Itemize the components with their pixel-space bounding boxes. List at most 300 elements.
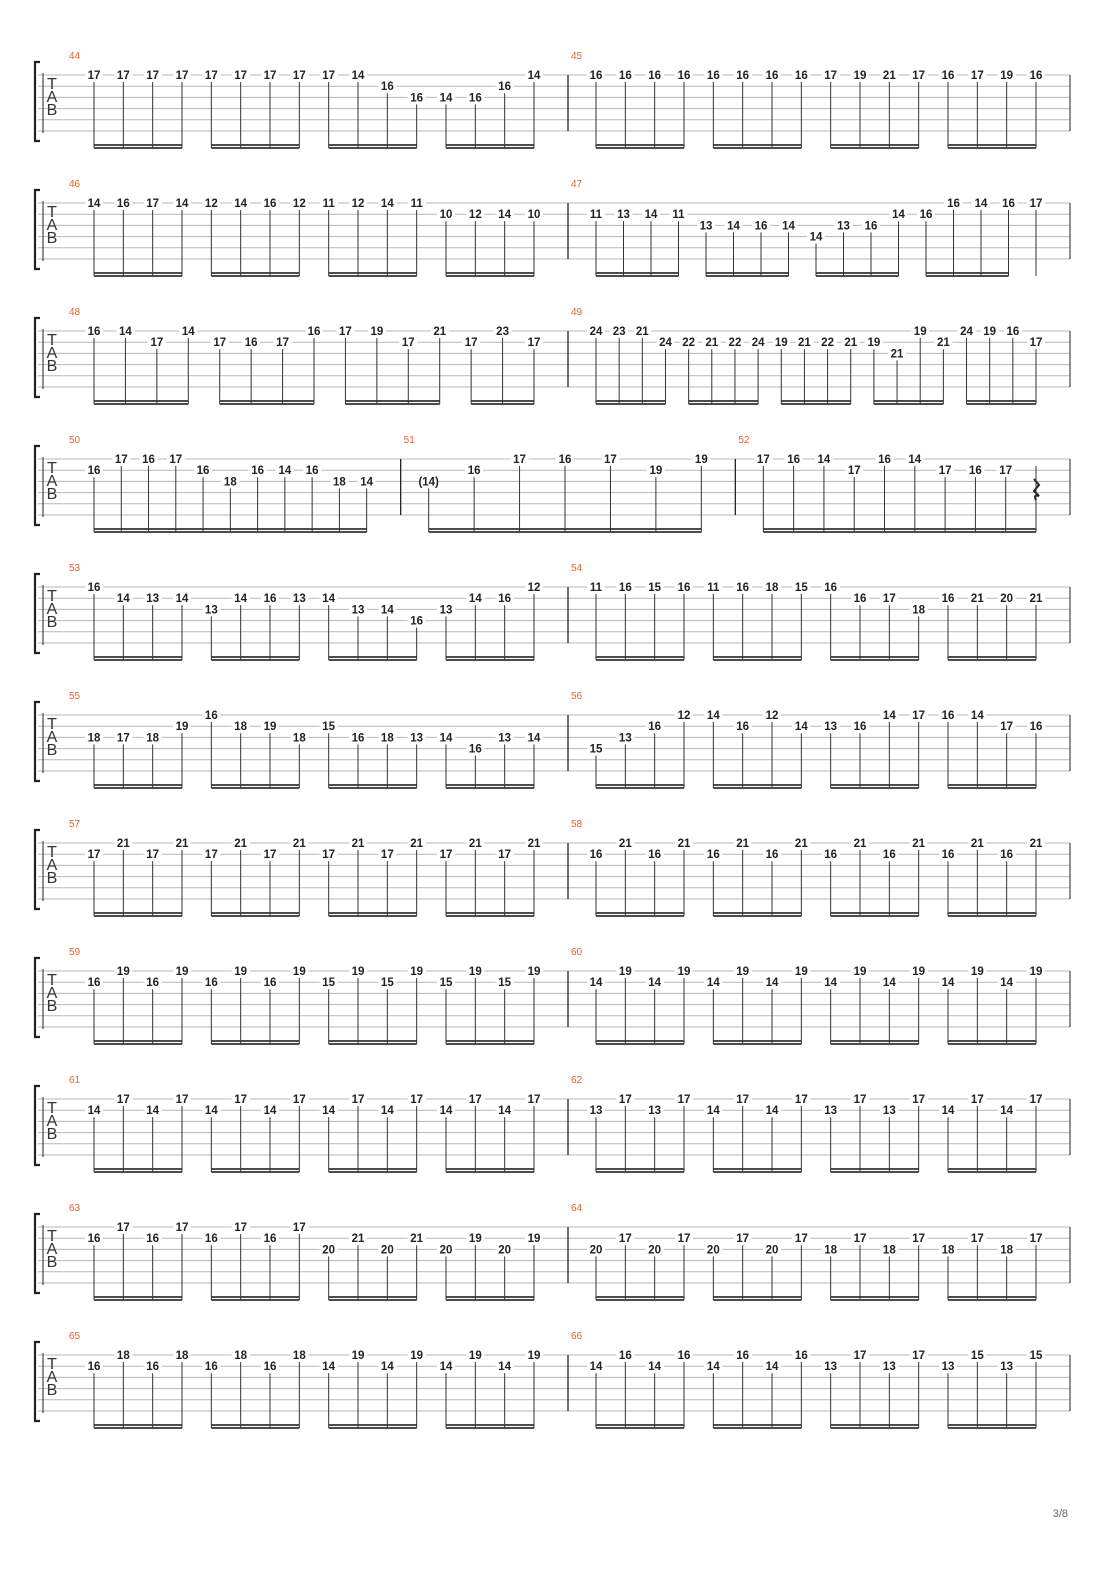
fret-number: 16 [787, 454, 801, 466]
fret-number: 24 [659, 337, 672, 350]
fret-number: 16 [941, 849, 955, 862]
fret-number: 14 [322, 593, 336, 606]
fret-number: 16 [410, 92, 424, 105]
system-bracket [35, 1342, 40, 1421]
fret-number: 14 [589, 1361, 603, 1374]
fret-number: 21 [116, 838, 130, 850]
fret-number: 17 [912, 1233, 926, 1246]
fret-number: 19 [913, 326, 927, 338]
fret-number: 17 [756, 454, 770, 466]
fret-number: 16 [87, 326, 101, 338]
fret-number: 14 [498, 209, 512, 222]
fret-number: 17 [853, 1350, 867, 1362]
fret-number: 20 [589, 1244, 603, 1257]
fret-number: 17 [736, 1233, 750, 1246]
fret-number: 17 [677, 1094, 691, 1106]
fret-number: 17 [912, 1094, 926, 1106]
fret-number: 14 [380, 1105, 394, 1118]
fret-number: 12 [204, 198, 218, 210]
fret-number: 21 [736, 838, 750, 850]
measure-number: 62 [571, 1075, 583, 1086]
fret-number: 14 [648, 977, 662, 990]
tab-clef-letter: B [46, 1254, 58, 1271]
fret-number: 18 [292, 1350, 306, 1362]
fret-number: 17 [175, 70, 189, 82]
fret-number: 18 [380, 732, 394, 745]
fret-number: 21 [890, 348, 904, 361]
fret-number: 14 [727, 220, 740, 233]
tab-clef-letter: T [47, 844, 57, 861]
fret-number: 17 [468, 1094, 482, 1106]
fret-number: 21 [970, 838, 984, 850]
fret-number: 16 [468, 743, 482, 756]
fret-number: 14 [263, 1105, 277, 1118]
fret-number: 16 [736, 582, 750, 594]
fret-number: 21 [798, 337, 811, 350]
fret-number: 16 [736, 721, 750, 734]
page-number: 3/8 [1052, 1508, 1068, 1520]
tab-clef-letter: B [46, 742, 58, 759]
fret-number: 12 [292, 198, 306, 210]
fret-number: 13 [1000, 1361, 1014, 1374]
fret-number: 14 [824, 977, 838, 990]
fret-number: 18 [882, 1244, 896, 1257]
fret-number: 16 [410, 615, 424, 628]
tab-clef-letter: T [47, 588, 57, 605]
fret-number: 21 [912, 838, 926, 850]
fret-number: 18 [234, 1350, 248, 1362]
fret-number: 17 [263, 849, 277, 862]
fret-number: 20 [706, 1244, 720, 1257]
fret-number: 17 [410, 1094, 424, 1106]
fret-number: 16 [947, 198, 960, 210]
fret-number: 17 [618, 1094, 632, 1106]
fret-number: 14 [119, 326, 132, 338]
fret-number: 16 [677, 70, 691, 82]
fret-number: 18 [146, 732, 160, 745]
fret-number: 13 [648, 1105, 662, 1118]
fret-number: 14 [527, 732, 541, 745]
fret-number: 17 [853, 1094, 867, 1106]
fret-number: 16 [380, 81, 394, 94]
fret-number: 17 [401, 337, 415, 350]
fret-number: 17 [970, 70, 984, 82]
fret-number: 14 [234, 593, 248, 606]
system-bracket [35, 1086, 40, 1165]
fret-number: 21 [468, 838, 482, 850]
fret-number: 19 [677, 966, 691, 978]
fret-number: 16 [1029, 70, 1043, 82]
fret-number: 16 [558, 454, 572, 466]
fret-number: 14 [706, 1105, 720, 1118]
fret-number: 20 [765, 1244, 779, 1257]
measure-number: 59 [69, 947, 81, 958]
fret-number: 15 [380, 977, 394, 990]
fret-number: 17 [116, 1222, 130, 1234]
fret-number: 19 [410, 1350, 424, 1362]
fret-number: 20 [322, 1244, 336, 1257]
fret-number: 16 [882, 849, 896, 862]
fret-number: 17 [498, 849, 512, 862]
fret-number: 11 [672, 209, 685, 222]
fret-number: 17 [1029, 337, 1043, 350]
fret-number: 21 [853, 838, 867, 850]
tab-clef-letter: A [46, 601, 58, 618]
fret-number: 17 [794, 1233, 808, 1246]
fret-number: 14 [380, 198, 394, 210]
fret-number: 13 [824, 721, 838, 734]
fret-number: 14 [322, 1361, 336, 1374]
fret-number: 19 [1029, 966, 1043, 978]
tab-clef-letter: A [46, 985, 58, 1002]
fret-number: 16 [765, 849, 779, 862]
fret-number: 21 [794, 838, 808, 850]
tab-clef-letter: T [47, 332, 57, 349]
fret-number: 17 [970, 1233, 984, 1246]
fret-number: 17 [513, 454, 526, 466]
fret-number: 19 [853, 70, 867, 82]
fret-number: 21 [410, 1233, 424, 1246]
fret-number: 17 [234, 1222, 248, 1234]
fret-number: 21 [175, 838, 189, 850]
fret-number: 16 [824, 849, 838, 862]
fret-number: 16 [263, 198, 277, 210]
tab-clef-letter: A [46, 89, 58, 106]
fret-number: 21 [410, 838, 424, 850]
fret-number: 14 [817, 454, 831, 466]
fret-number: 20 [1000, 593, 1014, 606]
fret-number: 14 [882, 710, 896, 722]
fret-number: 12 [351, 198, 365, 210]
fret-number: 16 [878, 454, 891, 466]
fret-number: 14 [468, 593, 482, 606]
fret-number: 18 [941, 1244, 955, 1257]
fret-number: 19 [263, 721, 277, 734]
system-bracket [35, 318, 40, 397]
measure-number: 47 [571, 179, 583, 190]
fret-number: 14 [181, 326, 195, 338]
fret-number: 19 [736, 966, 750, 978]
fret-number: 21 [936, 337, 950, 350]
fret-number: 17 [970, 1094, 984, 1106]
fret-number: 19 [853, 966, 867, 978]
fret-number: 17 [847, 465, 861, 478]
fret-number: 14 [439, 1361, 453, 1374]
tab-clef-letter: B [46, 1126, 58, 1143]
fret-number: 19 [774, 337, 788, 350]
fret-number: 17 [292, 70, 306, 82]
tab-clef-letter: B [46, 358, 58, 375]
fret-number: 14 [794, 721, 808, 734]
fret-number: 18 [175, 1350, 189, 1362]
fret-number: 17 [204, 70, 218, 82]
fret-number: 16 [969, 465, 982, 478]
fret-number: 16 [142, 454, 155, 466]
fret-number: 19 [292, 966, 306, 978]
fret-number: 14 [908, 454, 922, 466]
fret-number: 16 [204, 710, 218, 722]
fret-number: 16 [618, 1350, 632, 1362]
fret-number: 16 [196, 465, 210, 478]
fret-number: 18 [765, 582, 779, 594]
fret-number: 13 [824, 1361, 838, 1374]
fret-number: 16 [1029, 721, 1043, 734]
fret-number: 21 [1029, 593, 1043, 606]
tab-clef-letter: A [46, 217, 58, 234]
fret-number: 19 [234, 966, 248, 978]
fret-number: 18 [223, 476, 237, 489]
fret-number: 15 [970, 1350, 984, 1362]
fret-number: 21 [1029, 838, 1043, 850]
fret-number: 16 [244, 337, 258, 350]
fret-number: 10 [527, 209, 541, 222]
fret-number: 17 [380, 849, 394, 862]
fret-number: 19 [649, 465, 663, 478]
fret-number: 21 [844, 337, 858, 350]
fret-number: 15 [794, 582, 808, 594]
fret-number: 21 [635, 326, 649, 338]
fret-number: 14 [87, 1105, 101, 1118]
fret-number: 13 [439, 604, 453, 617]
tab-clef-letter: T [47, 972, 57, 989]
fret-number: 14 [1000, 1105, 1014, 1118]
fret-number: 16 [204, 1361, 218, 1374]
tab-clef-letter: T [47, 204, 57, 221]
measure-number: 49 [571, 307, 583, 318]
fret-number: 16 [467, 465, 481, 478]
fret-number: 17 [464, 337, 478, 350]
fret-number: 16 [498, 81, 512, 94]
fret-number: 11 [322, 198, 335, 210]
fret-number: 19 [867, 337, 881, 350]
measure-number: 64 [571, 1203, 583, 1214]
fret-number: 13 [617, 209, 630, 222]
measure-number: 55 [69, 691, 81, 702]
fret-number: 18 [1000, 1244, 1014, 1257]
tab-clef-letter: B [46, 486, 58, 503]
fret-number: 14 [278, 465, 292, 478]
fret-number: 16 [146, 977, 160, 990]
tab-clef-letter: A [46, 857, 58, 874]
fret-number: 14 [204, 1105, 218, 1118]
tab-clef-letter: A [46, 345, 58, 362]
fret-number: 15 [648, 582, 662, 594]
fret-number: 14 [146, 1105, 160, 1118]
fret-number: 19 [794, 966, 808, 978]
system-bracket [35, 958, 40, 1037]
fret-number: 13 [824, 1105, 838, 1118]
fret-number: 21 [234, 838, 248, 850]
fret-number: 17 [912, 1350, 926, 1362]
fret-number: 14 [706, 1361, 720, 1374]
measure-number: 54 [571, 563, 583, 574]
system-bracket [35, 190, 40, 269]
fret-number: 17 [1029, 1233, 1043, 1246]
tab-clef-letter: B [46, 1382, 58, 1399]
fret-number: 14 [234, 198, 248, 210]
tab-clef-letter: A [46, 473, 58, 490]
fret-number: 19 [410, 966, 424, 978]
fret-number: 14 [892, 209, 905, 222]
fret-number: 17 [263, 70, 277, 82]
fret-number: 19 [1000, 70, 1014, 82]
fret-number: 19 [912, 966, 926, 978]
measure-number: 44 [69, 51, 81, 62]
fret-number: 16 [87, 1233, 101, 1246]
fret-number: 14 [882, 977, 896, 990]
system-bracket [35, 574, 40, 653]
tab-clef-letter: T [47, 1100, 57, 1117]
fret-number: 16 [648, 849, 662, 862]
fret-number: 13 [292, 593, 306, 606]
fret-number: 15 [498, 977, 512, 990]
fret-number: 22 [728, 337, 742, 350]
tab-clef-letter: A [46, 1241, 58, 1258]
fret-number: 16 [87, 582, 101, 594]
fret-number: 16 [794, 1350, 808, 1362]
fret-number: 21 [351, 1233, 365, 1246]
fret-number: 12 [468, 209, 482, 222]
fret-number: 16 [263, 1361, 277, 1374]
fret-number: 16 [706, 70, 720, 82]
fret-number: 14 [360, 476, 374, 489]
fret-number: 16 [648, 70, 662, 82]
fret-number: 23 [612, 326, 626, 338]
fret-number: 14 [1000, 977, 1014, 990]
fret-number: 14 [809, 231, 823, 244]
fret-number: (14) [418, 476, 439, 489]
fret-number: 16 [116, 198, 130, 210]
fret-number: 19 [527, 1350, 541, 1362]
fret-number: 17 [351, 1094, 365, 1106]
fret-number: 16 [736, 70, 750, 82]
fret-number: 14 [974, 198, 988, 210]
measure-number: 63 [69, 1203, 81, 1214]
fret-number: 18 [292, 732, 306, 745]
measure-number: 56 [571, 691, 583, 702]
fret-number: 14 [527, 70, 541, 82]
tab-clef-letter: A [46, 1113, 58, 1130]
fret-number: 13 [204, 604, 218, 617]
fret-number: 16 [204, 977, 218, 990]
fret-number: 21 [705, 337, 719, 350]
fret-number: 19 [351, 1350, 365, 1362]
measure-number: 66 [571, 1331, 583, 1342]
fret-number: 14 [941, 977, 955, 990]
system-bracket [35, 1214, 40, 1293]
fret-number: 17 [677, 1233, 691, 1246]
fret-number: 16 [941, 710, 955, 722]
fret-number: 19 [468, 1350, 482, 1362]
system-bracket [35, 446, 40, 525]
fret-number: 17 [439, 849, 453, 862]
tab-clef-letter: B [46, 230, 58, 247]
fret-number: 14 [439, 732, 453, 745]
fret-number: 14 [498, 1105, 512, 1118]
fret-number: 12 [527, 582, 541, 594]
fret-number: 17 [322, 70, 336, 82]
fret-number: 19 [983, 326, 997, 338]
fret-number: 14 [439, 1105, 453, 1118]
fret-number: 15 [1029, 1350, 1043, 1362]
fret-number: 24 [589, 326, 603, 338]
tab-clef-letter: B [46, 998, 58, 1015]
fret-number: 16 [919, 209, 933, 222]
fret-number: 17 [618, 1233, 632, 1246]
fret-number: 21 [618, 838, 632, 850]
fret-number: 17 [912, 70, 926, 82]
fret-number: 17 [204, 849, 218, 862]
fret-number: 14 [498, 1361, 512, 1374]
fret-number: 14 [439, 92, 453, 105]
fret-number: 17 [938, 465, 952, 478]
fret-number: 16 [498, 593, 512, 606]
fret-number: 13 [146, 593, 160, 606]
fret-number: 17 [234, 70, 248, 82]
fret-number: 17 [116, 732, 130, 745]
fret-number: 16 [824, 582, 838, 594]
fret-number: 16 [87, 465, 101, 478]
fret-number: 16 [146, 1233, 160, 1246]
fret-number: 16 [1000, 849, 1014, 862]
fret-number: 16 [263, 593, 277, 606]
fret-number: 13 [618, 732, 632, 745]
fret-number: 17 [146, 70, 160, 82]
fret-number: 18 [234, 721, 248, 734]
fret-number: 17 [824, 70, 838, 82]
fret-number: 17 [116, 70, 130, 82]
fret-number: 15 [322, 977, 336, 990]
fret-number: 17 [339, 326, 352, 338]
fret-number: 19 [618, 966, 632, 978]
fret-number: 10 [439, 209, 453, 222]
fret-number: 17 [882, 593, 896, 606]
fret-number: 15 [589, 743, 603, 756]
fret-number: 20 [498, 1244, 512, 1257]
fret-number: 17 [150, 337, 164, 350]
fret-number: 15 [439, 977, 453, 990]
fret-number: 18 [912, 604, 926, 617]
fret-number: 16 [736, 1350, 750, 1362]
fret-number: 17 [604, 454, 617, 466]
fret-number: 11 [589, 582, 603, 594]
fret-number: 16 [204, 1233, 218, 1246]
measure-number: 45 [571, 51, 583, 62]
fret-number: 14 [380, 1361, 394, 1374]
fret-number: 18 [116, 1350, 130, 1362]
fret-number: 21 [351, 838, 365, 850]
fret-number: 13 [589, 1105, 603, 1118]
fret-number: 13 [882, 1361, 896, 1374]
fret-number: 17 [175, 1094, 189, 1106]
fret-number: 22 [821, 337, 834, 350]
fret-number: 17 [276, 337, 289, 350]
fret-number: 19 [175, 721, 189, 734]
fret-number: 15 [322, 721, 336, 734]
fret-number: 13 [941, 1361, 955, 1374]
measure-number: 52 [738, 435, 750, 446]
fret-number: 17 [146, 198, 160, 210]
system-bracket [35, 62, 40, 141]
fret-number: 23 [496, 326, 509, 338]
tab-clef-letter: T [47, 1228, 57, 1245]
measure-number: 53 [69, 563, 81, 574]
tab-clef-letter: T [47, 460, 57, 477]
fret-number: 21 [970, 593, 984, 606]
fret-number: 19 [527, 1233, 541, 1246]
fret-number: 14 [765, 977, 779, 990]
fret-number: 13 [699, 220, 713, 233]
